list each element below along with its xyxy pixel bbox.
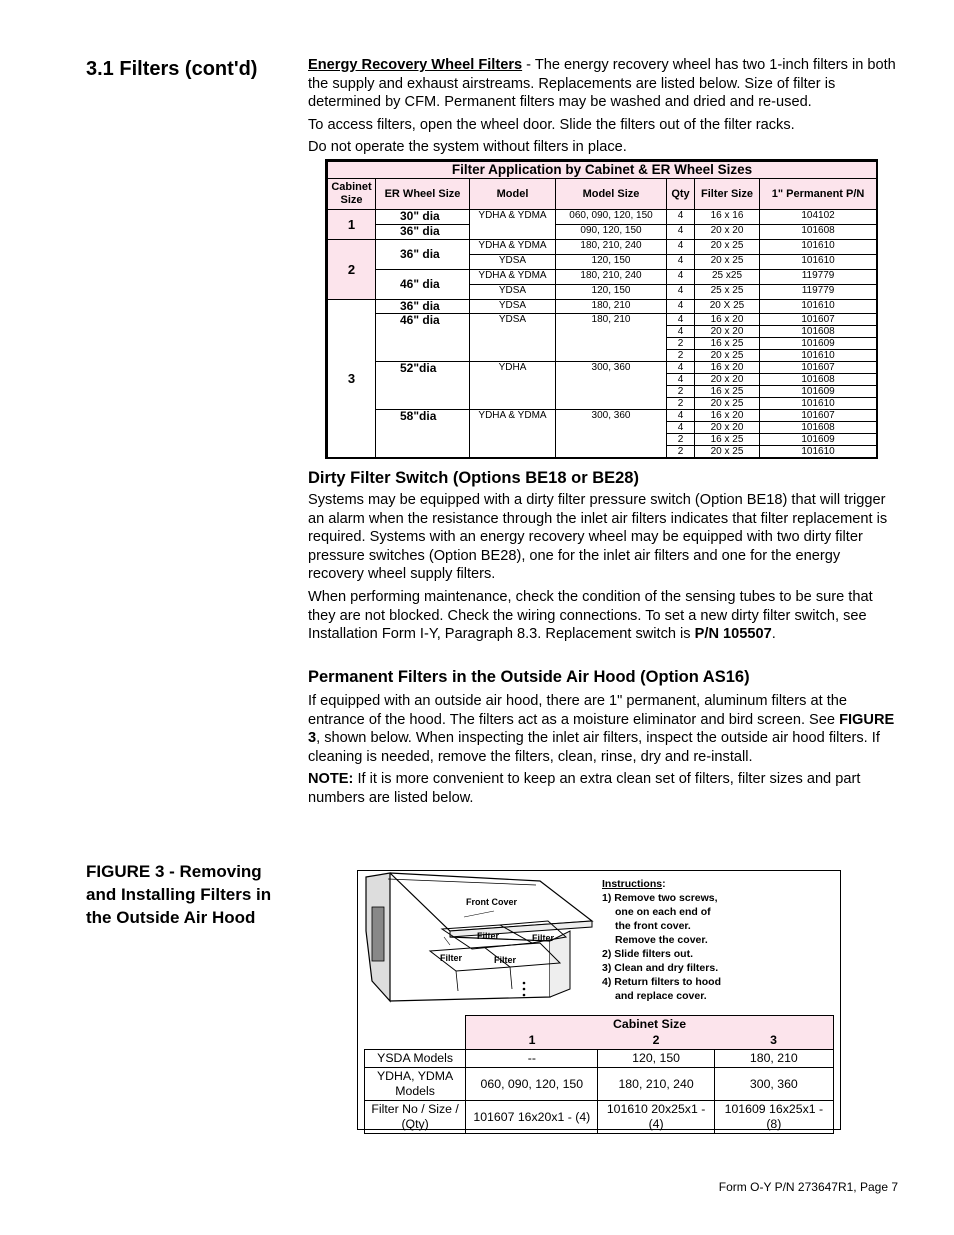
qty: 4 — [667, 255, 695, 270]
filter-size: 16 x 20 — [695, 362, 760, 374]
table-row — [365, 1101, 834, 1134]
filter-size: 25 x 25 — [695, 285, 760, 300]
page-footer: Form O-Y P/N 273647R1, Page 7 — [718, 1180, 898, 1194]
warning-text: Do not operate the system without filters in place. — [308, 139, 627, 156]
cell: 300, 360 — [714, 1068, 833, 1101]
cabinet-size: 3 — [328, 300, 376, 458]
model: YDHA — [470, 362, 556, 410]
part-number: 101610 — [760, 446, 877, 458]
dirty-filter-title: Dirty Filter Switch (Options BE18 or BE28) — [308, 469, 639, 487]
qty: 2 — [667, 398, 695, 410]
part-number: 101610 — [760, 300, 877, 314]
table-row — [328, 270, 877, 285]
filter-size: 20 x 25 — [695, 240, 760, 255]
dirty-filter-section — [308, 468, 898, 648]
wheel-size: 36" dia — [376, 240, 470, 270]
cabinet-size: 1 — [328, 210, 376, 240]
hood-note — [308, 770, 898, 807]
model: YDHA & YDMA — [470, 210, 556, 240]
model: YDSA — [470, 300, 556, 314]
col-header: 1 — [466, 1032, 598, 1050]
filter-size: 16 x 25 — [695, 338, 760, 350]
intro-paragraph — [308, 56, 898, 112]
model: YDSA — [470, 285, 556, 300]
figure-box — [357, 870, 841, 1130]
dirty-filter-p2-text: When performing maintenance, check the condition of the sensing tubes to be sure that they are not blocked. Check the wiring connections. To set a new dirty filter switch, see Installation Form I-Y, Paragraph 8.3. Replacement switch is — [308, 588, 873, 643]
instructions-title: Instructions — [602, 878, 663, 890]
filter-label: Filter — [477, 931, 500, 941]
col-header: 1" Permanent P/N — [760, 179, 877, 210]
row-label: YSDA Models — [365, 1050, 466, 1068]
model-size: 060, 090, 120, 150 — [556, 210, 667, 225]
qty: 2 — [667, 386, 695, 398]
note-text: If it is more convenient to keep an extra clean set of filters, filter sizes and part numbers are listed below. — [308, 771, 861, 806]
instruction-step: one on each end of — [615, 906, 711, 918]
table-row — [328, 225, 877, 240]
qty: 4 — [667, 422, 695, 434]
filter-label: Filter — [494, 955, 517, 965]
intro-block — [308, 56, 898, 161]
intro-title: Energy Recovery Wheel Filters — [308, 57, 523, 73]
filter-size: 20 x 20 — [695, 225, 760, 240]
qty: 4 — [667, 285, 695, 300]
model: YDHA & YDMA — [470, 270, 556, 285]
figure-ref: FIGURE 3 — [308, 711, 895, 747]
model-size: 300, 360 — [556, 410, 667, 458]
model-size: 300, 360 — [556, 362, 667, 410]
model: YDHA & YDMA — [470, 240, 556, 255]
part-number: 101608 — [760, 326, 877, 338]
wheel-size: 52"dia — [376, 362, 470, 410]
filter-size: 20 x 25 — [695, 446, 760, 458]
wheel-size: 58"dia — [376, 410, 470, 458]
section-title: 3.1 Filters (cont'd) — [86, 58, 258, 80]
qty: 2 — [667, 350, 695, 362]
col-header: Cabinet Size — [328, 179, 376, 210]
qty: 2 — [667, 338, 695, 350]
wheel-size: 36" dia — [376, 300, 470, 314]
part-number: 101609 — [760, 434, 877, 446]
part-number: 101608 — [760, 374, 877, 386]
wheel-size: 36" dia — [376, 225, 470, 240]
qty: 4 — [667, 240, 695, 255]
model: YDHA & YDMA — [470, 410, 556, 458]
filter-label: Filter — [440, 953, 463, 963]
wheel-size: 46" dia — [376, 270, 470, 300]
hood-filter-section — [308, 667, 898, 812]
filter-size: 16 x 25 — [695, 386, 760, 398]
part-number: 119779 — [760, 285, 877, 300]
cabinet-size-header: Cabinet Size — [466, 1016, 834, 1033]
part-number: 104102 — [760, 210, 877, 225]
table-row — [365, 1050, 834, 1068]
part-number: 101607 — [760, 314, 877, 326]
part-number: 101610 — [760, 255, 877, 270]
qty: 4 — [667, 326, 695, 338]
filter-size: 20 x 20 — [695, 374, 760, 386]
part-number: 101607 — [760, 410, 877, 422]
hood-text-a: If equipped with an outside air hood, there are 1" permanent, aluminum filters at the entrance of the hood. The filters act as a moisture eliminator and bird screen. See — [308, 693, 847, 728]
col-header: Model Size — [556, 179, 667, 210]
instruction-step: 1) Remove two screws, — [602, 892, 718, 904]
filter-size: 16 x 20 — [695, 410, 760, 422]
col-header: Filter Size — [695, 179, 760, 210]
table-row — [328, 210, 877, 225]
filter-size: 20 x 25 — [695, 398, 760, 410]
col-header: 2 — [598, 1032, 714, 1050]
filter-label: Filter — [532, 933, 555, 943]
hood-filter-title: Permanent Filters in the Outside Air Hood (Option AS16) — [308, 668, 750, 686]
instruction-step: the front cover. — [615, 920, 691, 932]
instruction-step: 4) Return filters to hood — [602, 976, 721, 988]
part-number: 101610 — [760, 240, 877, 255]
filter-size: 20 x 25 — [695, 350, 760, 362]
cell: 101610 20x25x1 - (4) — [598, 1101, 714, 1134]
model: YDSA — [470, 255, 556, 270]
model-size: 090, 120, 150 — [556, 225, 667, 240]
part-number: 101609 — [760, 386, 877, 398]
part-number: 101608 — [760, 422, 877, 434]
filter-size: 25 x25 — [695, 270, 760, 285]
qty: 4 — [667, 300, 695, 314]
col-header: Model — [470, 179, 556, 210]
col-header: Qty — [667, 179, 695, 210]
figure-caption: FIGURE 3 - Removing and Installing Filters in the Outside Air Hood — [86, 862, 272, 927]
filter-size: 20 x 20 — [695, 326, 760, 338]
filter-size: 16 x 20 — [695, 314, 760, 326]
model-size: 120, 150 — [556, 255, 667, 270]
intro-text: - The energy recovery wheel has two 1-inch filters in both the supply and exhaust airstreams. Replacements are listed below. Size of filter is determined by CFM. Permanent filters may be washed and dried and re-used. — [308, 57, 896, 111]
model-size: 120, 150 — [556, 285, 667, 300]
dirty-filter-p1: Systems may be equipped with a dirty filter pressure switch (Option BE18) that will trigger an alarm when the resistance through the inlet air filters indicates that filter replacement is required. Systems with an energy recovery wheel may be equipped with two dirty filter pressure switches (Option BE28), one for the inlet air filters and one for the energy recovery wheel supply filters. — [308, 492, 888, 583]
part-number: 119779 — [760, 270, 877, 285]
model-size: 180, 210 — [556, 300, 667, 314]
table-row — [328, 410, 877, 422]
instruction-step: Remove the cover. — [615, 934, 708, 946]
wheel-size: 30" dia — [376, 210, 470, 225]
access-text: To access filters, open the wheel door. Slide the filters out of the filter racks. — [308, 116, 795, 133]
hood-text-b: , shown below. When inspecting the inlet air filters, inspect the outside air hood filters. If cleaning is needed, remove the filters, clean, rinse, dry and re-install. — [308, 730, 880, 765]
table-row — [365, 1068, 834, 1101]
model-size: 180, 210 — [556, 314, 667, 362]
table-row — [328, 240, 877, 255]
filter-size: 16 x 25 — [695, 434, 760, 446]
cabinet-size: 2 — [328, 240, 376, 300]
part-number: 101607 — [760, 362, 877, 374]
wheel-size: 46" dia — [376, 314, 470, 362]
row-label: Filter No / Size / (Qty) — [365, 1101, 466, 1134]
filter-size: 20 x 20 — [695, 422, 760, 434]
filter-size: 16 x 16 — [695, 210, 760, 225]
col-header: 3 — [714, 1032, 833, 1050]
qty: 4 — [667, 270, 695, 285]
instruction-step: 2) Slide filters out. — [602, 948, 694, 960]
part-number: 101609 — [760, 338, 877, 350]
air-hood-illustration — [360, 871, 600, 1011]
filter-application-table — [325, 159, 878, 459]
filter-size: 20 x 25 — [695, 255, 760, 270]
model-size: 180, 210, 240 — [556, 270, 667, 285]
note-label: NOTE: — [308, 771, 354, 788]
cell: 180, 210, 240 — [598, 1068, 714, 1101]
qty: 4 — [667, 362, 695, 374]
dirty-filter-p2 — [308, 588, 898, 644]
col-header: ER Wheel Size — [376, 179, 470, 210]
qty: 2 — [667, 446, 695, 458]
qty: 4 — [667, 210, 695, 225]
model-size: 180, 210, 240 — [556, 240, 667, 255]
dirty-filter-p2-end: . — [771, 626, 776, 643]
table-row — [328, 300, 877, 314]
qty: 4 — [667, 314, 695, 326]
qty: 4 — [667, 410, 695, 422]
qty: 2 — [667, 434, 695, 446]
cell: 120, 150 — [598, 1050, 714, 1068]
table-row — [328, 362, 877, 374]
cell: -- — [466, 1050, 598, 1068]
part-number: 101610 — [760, 398, 877, 410]
cell: 060, 090, 120, 150 — [466, 1068, 598, 1101]
row-label: YDHA, YDMA Models — [365, 1068, 466, 1101]
part-number: 101608 — [760, 225, 877, 240]
table-caption: Filter Application by Cabinet & ER Wheel Sizes — [328, 162, 877, 179]
hood-filter-p1 — [308, 692, 898, 766]
instructions: Instructions: 1) Remove two screws, one on each end of the front cover. Remove the cover. 2) Slide filters out. 3) Clean and dry filters. 4) Return filters to hood and replace cover. — [602, 877, 802, 1003]
qty: 4 — [667, 225, 695, 240]
filter-size: 20 X 25 — [695, 300, 760, 314]
instruction-step: and replace cover. — [615, 990, 707, 1002]
cell: 101609 16x25x1 - (8) — [714, 1101, 833, 1134]
cell: 101607 16x20x1 - (4) — [466, 1101, 598, 1134]
instruction-step: 3) Clean and dry filters. — [602, 962, 719, 974]
cell: 180, 210 — [714, 1050, 833, 1068]
hood-filter-table — [364, 1015, 834, 1134]
qty: 4 — [667, 374, 695, 386]
part-number: 101610 — [760, 350, 877, 362]
model: YDSA — [470, 314, 556, 362]
switch-part-number: P/N 105507 — [694, 626, 772, 643]
front-cover-label: Front Cover — [466, 897, 518, 907]
table-row — [328, 314, 877, 326]
